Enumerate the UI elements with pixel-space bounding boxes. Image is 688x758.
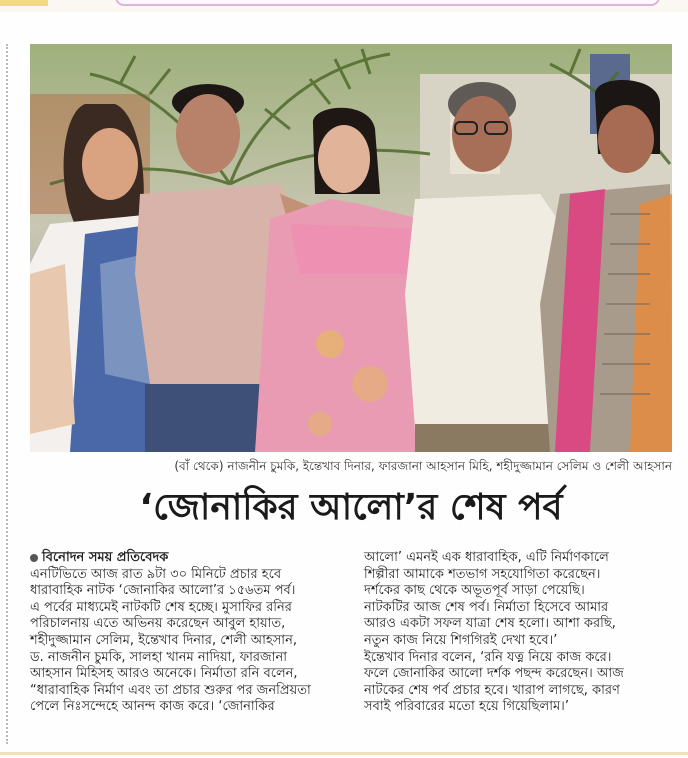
article-line: ফলে জোনাকির আলো দর্শক পছন্দ করেছেন। আজ xyxy=(364,666,624,682)
top-banner-pill xyxy=(115,0,660,6)
article-line: পেলে নিঃসন্দেহে আনন্দ কাজ করে। ‘জোনাকির xyxy=(30,699,275,715)
article-line: আরও একটা সফল যাত্রা শেষ হলো। আশা করছি, xyxy=(364,616,616,632)
article-line: ধারাবাহিক নাটক ‘জোনাকির আলো’র ১৫৬তম পর্ব। xyxy=(30,583,296,599)
article-line: “ধারাবাহিক নির্মাণ এবং তা প্রচার শুরুর পর জনপ্রিয়তা xyxy=(30,682,311,698)
article-column-left xyxy=(30,550,354,716)
article-line: এ পর্বের মাধ্যমেই নাটকটি শেষ হচ্ছে। মুসাফির রনির xyxy=(30,599,292,615)
article-line: আহসান মিহিসহ আরও অনেকে। নির্মাতা রনি বলেন, xyxy=(30,666,298,682)
article-line: নাটকের শেষ পর্ব প্রচার হবে। খারাপ লাগছে, কারণ xyxy=(364,682,620,698)
byline xyxy=(30,550,354,567)
article-line: নাটকটির আজ শেষ পর্ব। নির্মাতা হিসেবে আমার xyxy=(364,599,609,615)
photo-caption: (বাঁ থেকে) নাজনীন চুমকি, ইন্তেখাব দিনার, ফারজানা আহসান মিহি, শহীদুজ্জামান সেলিম ও শেলী আহসান xyxy=(174,459,672,473)
bullet-icon xyxy=(30,554,38,562)
bottom-rule xyxy=(0,752,688,755)
article-line: নতুন কাজ নিয়ে শিগগিরই দেখা হবে।’ xyxy=(364,632,558,648)
article-line: শিল্পীরা আমাকে শতভাগ সহযোগিতা করেছেন। xyxy=(364,566,601,582)
article-line: শহীদুজ্জামান সেলিম, ইন্তেখাব দিনার, শেলী আহসান, xyxy=(30,632,297,648)
article-line: দর্শকের কাছ থেকে অভূতপূর্ব সাড়া পেয়েছি। xyxy=(364,583,585,599)
article-line: পরিচালনায় এতে অভিনয় করেছেন আবুল হায়াত, xyxy=(30,616,286,632)
cast-photo xyxy=(30,44,672,452)
article-line: আলো’ এমনই এক ধারাবাহিক, এটি নির্মাণকালে xyxy=(364,550,609,565)
cast-photo-illustration xyxy=(30,44,672,452)
article-line: ইন্তেখাব দিনার বলেন, ‘রনি যত্ন নিয়ে কাজ করে। xyxy=(364,649,612,665)
article-line: সবাই পরিবারের মতো হয়ে গিয়েছিলাম।’ xyxy=(364,699,569,715)
top-color-tab xyxy=(0,0,48,6)
headline: ‘জোনাকির আলো’র শেষ পর্ব xyxy=(139,487,563,528)
article-column-right xyxy=(364,550,672,716)
column-dotted-rule xyxy=(6,44,8,744)
byline-text: বিনোদন সময় প্রতিবেদক xyxy=(42,550,169,565)
article-line: এনটিভিতে আজ রাত ৯টা ৩০ মিনিটে প্রচার হবে xyxy=(30,566,282,582)
article-line: ড. নাজনীন চুমকি, সালহা খানম নাদিয়া, ফারজানা xyxy=(30,649,287,665)
